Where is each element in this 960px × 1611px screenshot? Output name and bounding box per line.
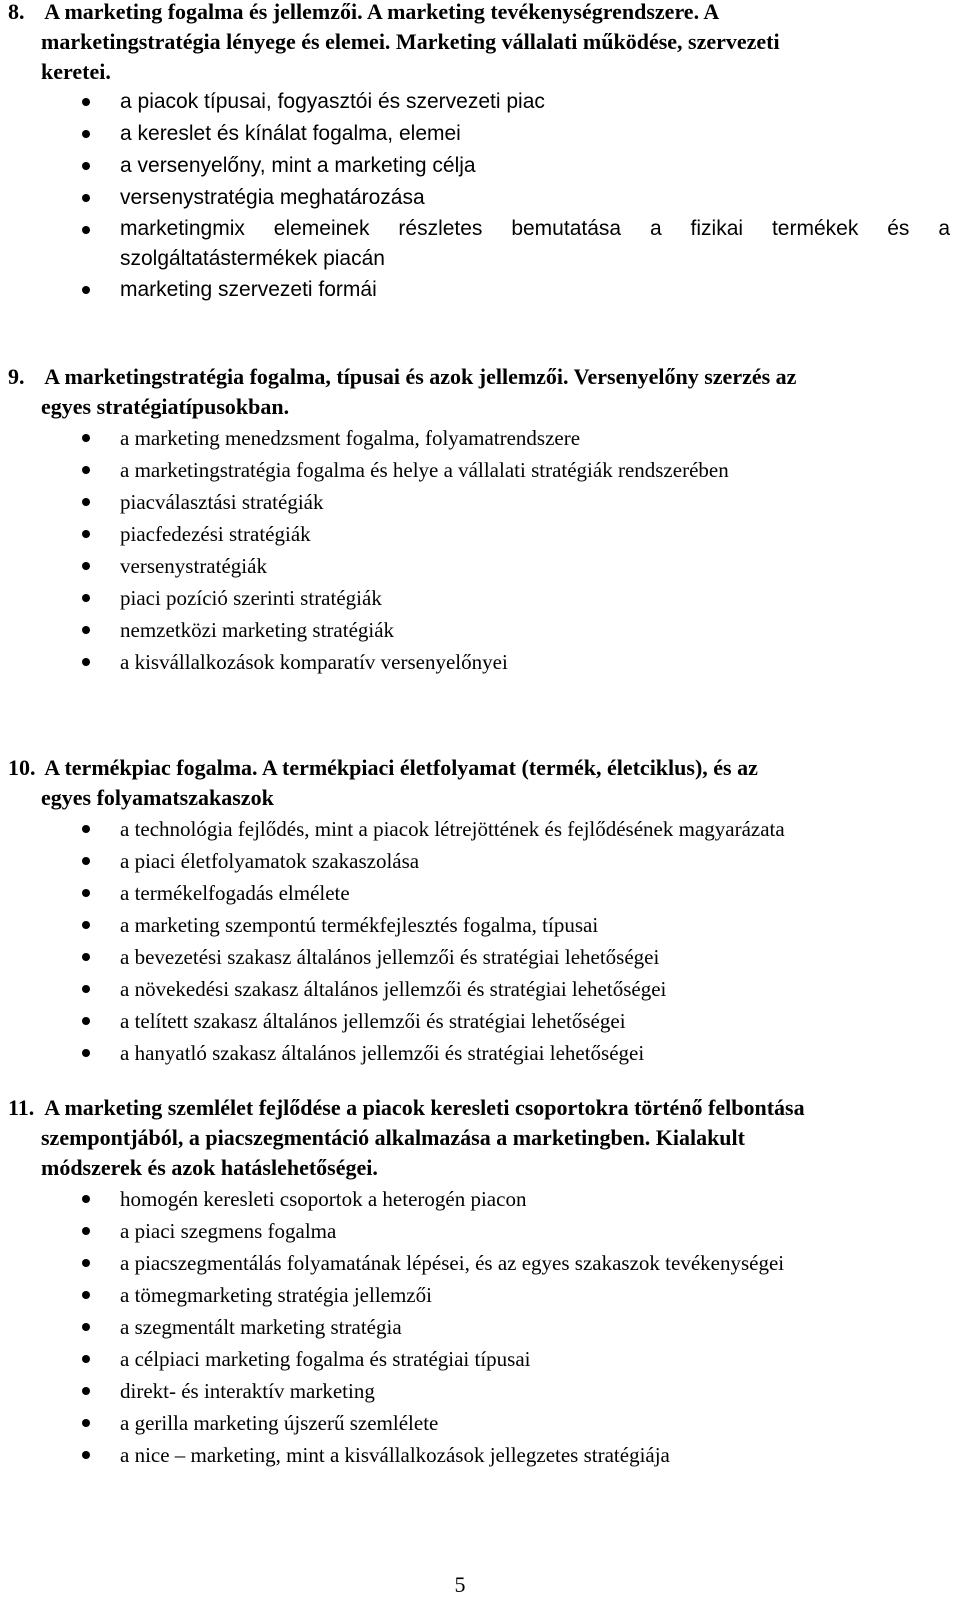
- list-item: a kereslet és kínálat fogalma, elemei: [0, 118, 960, 150]
- list-item: a piaci szegmens fogalma: [0, 1215, 960, 1247]
- list-item: a növekedési szakasz általános jellemzői és stratégiai lehetőségei: [0, 973, 960, 1005]
- heading-line: 8. A marketing fogalma és jellemzői. A marketing tevékenységrendszere. A: [8, 0, 950, 27]
- bullet-icon: [82, 162, 90, 170]
- list-item: versenystratégiák: [0, 550, 960, 582]
- list-item: a nice – marketing, mint a kisvállalkozások jellegzetes stratégiája: [0, 1439, 960, 1471]
- section-heading: [8, 1093, 950, 1183]
- heading-line: módszerek és azok hatáslehetőségei.: [41, 1155, 378, 1180]
- bullet-icon: [82, 1323, 90, 1331]
- section-number: 10.: [8, 755, 36, 780]
- section-heading: [8, 362, 950, 422]
- bullet-icon: [82, 1017, 90, 1025]
- heading-line: egyes folyamatszakaszok: [41, 785, 274, 810]
- list-item: a marketing szempontú termékfejlesztés fogalma, típusai: [0, 909, 960, 941]
- heading-line: egyes stratégiatípusokban.: [41, 394, 290, 419]
- bullet-icon: [82, 1387, 90, 1395]
- bullet-list: [0, 1183, 960, 1471]
- list-item: a szegmentált marketing stratégia: [0, 1311, 960, 1343]
- section-heading: [8, 0, 950, 87]
- heading-line: szempontjából, a piacszegmentáció alkalmazása a marketingben. Kialakult: [41, 1125, 745, 1150]
- bullet-icon: [82, 194, 90, 202]
- list-item: versenystratégia meghatározása: [0, 182, 960, 214]
- bullet-icon: [82, 1355, 90, 1363]
- list-item: a piacok típusai, fogyasztói és szervezeti piac: [0, 86, 960, 118]
- bullet-icon: [82, 1291, 90, 1299]
- bullet-icon: [82, 130, 90, 138]
- bullet-icon: [82, 1451, 90, 1459]
- bullet-icon: [82, 1227, 90, 1235]
- bullet-icon: [82, 498, 90, 506]
- page-number: 5: [454, 1572, 466, 1597]
- bullet-icon: [82, 530, 90, 538]
- bullet-icon: [82, 857, 90, 865]
- list-item: a kisvállalkozások komparatív versenyelőnyei: [0, 646, 960, 678]
- bullet-icon: [82, 889, 90, 897]
- bullet-icon: [82, 286, 90, 294]
- list-item: homogén keresleti csoportok a heterogén piacon: [0, 1183, 960, 1215]
- bullet-icon: [82, 594, 90, 602]
- bullet-list: [0, 813, 960, 1069]
- bullet-icon: [82, 98, 90, 106]
- bullet-icon: [82, 1195, 90, 1203]
- bullet-icon: [82, 658, 90, 666]
- list-item: a bevezetési szakasz általános jellemzői és stratégiai lehetőségei: [0, 941, 960, 973]
- list-item: nemzetközi marketing stratégiák: [0, 614, 960, 646]
- list-item: a célpiaci marketing fogalma és stratégiai típusai: [0, 1343, 960, 1375]
- list-item: a gerilla marketing újszerű szemlélete: [0, 1407, 960, 1439]
- heading-line: 9. A marketingstratégia fogalma, típusai és azok jellemzői. Versenyelőny szerzés az: [8, 362, 950, 392]
- heading-line: marketingstratégia lényege és elemei. Marketing vállalati működése, szervezeti: [41, 29, 780, 54]
- list-item: a piacszegmentálás folyamatának lépései, és az egyes szakaszok tevékenységei: [0, 1247, 960, 1279]
- list-item: direkt- és interaktív marketing: [0, 1375, 960, 1407]
- bullet-icon: [82, 626, 90, 634]
- list-item: piacválasztási stratégiák: [0, 486, 960, 518]
- list-item: piaci pozíció szerinti stratégiák: [0, 582, 960, 614]
- list-item: piacfedezési stratégiák: [0, 518, 960, 550]
- list-item: a technológia fejlődés, mint a piacok létrejöttének és fejlődésének magyarázata: [0, 813, 960, 845]
- bullet-icon: [82, 226, 90, 234]
- list-item: a piaci életfolyamatok szakaszolása: [0, 845, 960, 877]
- list-item: a marketing menedzsment fogalma, folyamatrendszere: [0, 422, 960, 454]
- bullet-icon: [82, 562, 90, 570]
- list-item: a hanyatló szakasz általános jellemzői és stratégiai lehetőségei: [0, 1037, 960, 1069]
- heading-line: keretei.: [41, 59, 111, 84]
- bullet-icon: [82, 1049, 90, 1057]
- list-item: a versenyelőny, mint a marketing célja: [0, 150, 960, 182]
- list-item: a termékelfogadás elmélete: [0, 877, 960, 909]
- section-number: 11.: [8, 1095, 35, 1120]
- section-heading: [8, 753, 950, 813]
- list-item: a marketingstratégia fogalma és helye a vállalati stratégiák rendszerében: [0, 454, 960, 486]
- bullet-list: [0, 86, 960, 306]
- list-item: marketing szervezeti formái: [0, 274, 960, 306]
- section-number: 8.: [8, 0, 25, 24]
- bullet-icon: [82, 921, 90, 929]
- bullet-icon: [82, 1259, 90, 1267]
- bullet-icon: [82, 466, 90, 474]
- bullet-icon: [82, 1419, 90, 1427]
- bullet-icon: [82, 825, 90, 833]
- list-item: marketingmix elemeinek részletes bemutatása a fizikai termékek és a szolgáltatástermékek piacán: [0, 214, 960, 274]
- bullet-list: [0, 422, 960, 678]
- list-item: a telített szakasz általános jellemzői és stratégiai lehetőségei: [0, 1005, 960, 1037]
- bullet-icon: [82, 434, 90, 442]
- heading-line: 11. A marketing szemlélet fejlődése a piacok keresleti csoportokra történő felbontása: [8, 1093, 950, 1123]
- heading-line: 10. A termékpiac fogalma. A termékpiaci életfolyamat (termék, életciklus), és az: [8, 753, 950, 783]
- bullet-icon: [82, 985, 90, 993]
- section-number: 9.: [8, 364, 25, 389]
- list-item: a tömegmarketing stratégia jellemzői: [0, 1279, 960, 1311]
- bullet-icon: [82, 953, 90, 961]
